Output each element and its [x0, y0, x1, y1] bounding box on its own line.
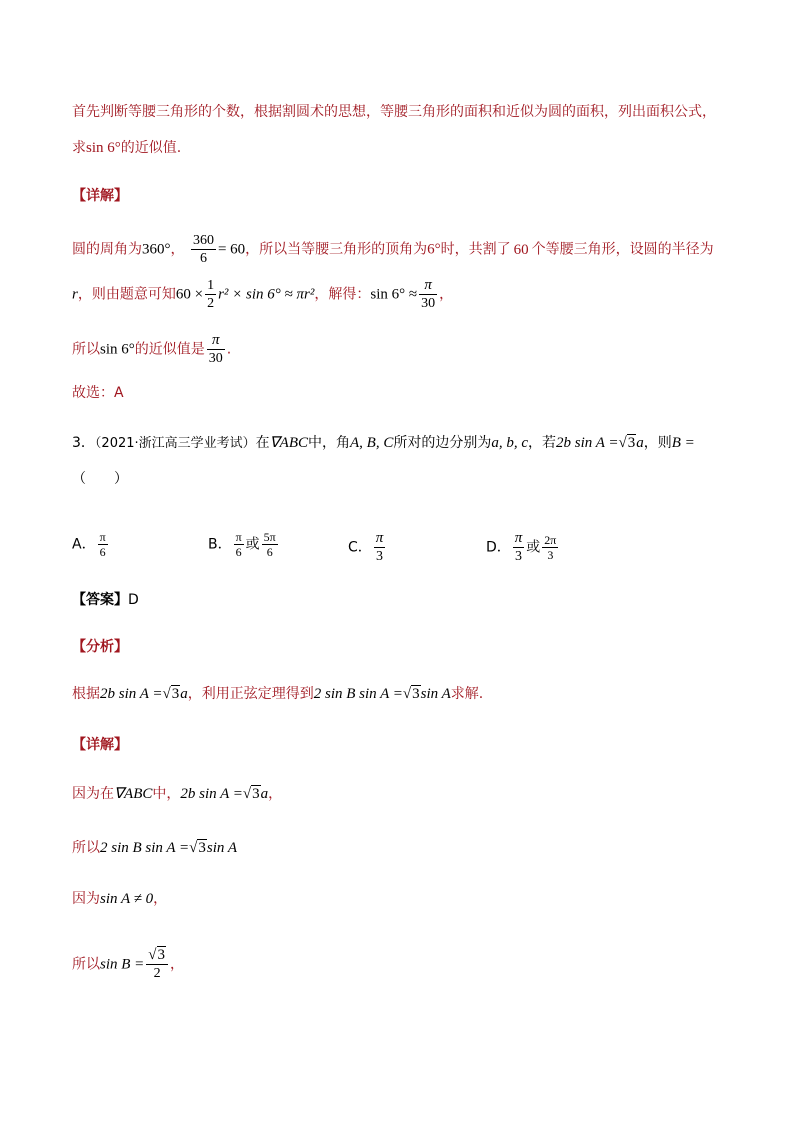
angles: A, B, C — [350, 435, 394, 451]
detail2-l2-mb: sin A — [206, 840, 238, 856]
condition-a: a — [636, 435, 644, 451]
analysis2-m1b: a — [180, 686, 188, 702]
option-d-fraction-2: $\frac{2\pi}{3}$ — [544, 533, 557, 562]
detail1-l3-a: 所以 — [72, 341, 100, 358]
option-d-fraction-1: $\frac{\pi}{3}$ — [514, 530, 523, 564]
detail2-triangle: ∇ABC — [114, 786, 153, 802]
option-d-label: D． — [486, 539, 511, 556]
analysis-heading: 【分析】 — [72, 639, 128, 655]
analysis-text-2a: 求 — [72, 140, 86, 156]
question-source: （2021·浙江高三学业考试） — [94, 436, 256, 451]
analysis2-b: ，利用正弦定理得到 — [187, 686, 314, 702]
detail1-degree: 360° — [142, 241, 171, 258]
detail2-l4-end: ， — [170, 956, 185, 973]
option-c-label: C． — [348, 539, 372, 556]
detail1-count: 60 — [513, 241, 529, 258]
q-text-b: 中，角 — [308, 435, 351, 451]
detail1-angle: 6° — [427, 241, 441, 258]
detail1-l2-text-b: ，解得： — [314, 286, 371, 303]
q-text-e: ，则 — [643, 435, 672, 451]
detail1-line-1: 圆的周角为360°， $\frac{360}{6}$ = 60，所以当等腰三角形的顶角为6°时，共割了 60 个等腰三角形，设圆的半径为 — [72, 233, 714, 266]
detail2-l4-a: 所以 — [72, 956, 100, 973]
expr-area: r² × sin 6° ≈ πr² — [218, 286, 315, 303]
detail2-line-2 — [72, 838, 237, 858]
option-b-fraction-1: $\frac{\pi}{6}$ — [235, 530, 242, 559]
detail2-l1-mb: a — [260, 786, 269, 802]
detail1-text-c: 时，共割了 — [440, 241, 511, 258]
analysis2-sqrt1: √3 — [162, 686, 180, 702]
detail2-l3-a: 因为 — [72, 891, 100, 907]
option-b[interactable] — [208, 530, 280, 559]
fraction-360-6: $\frac{360}{6}$ — [192, 233, 214, 266]
answer-line-1 — [72, 383, 124, 403]
question-3-line-1 — [72, 433, 695, 454]
analysis2-sqrt2: √3 — [402, 686, 420, 702]
option-a-label: A． — [72, 536, 96, 553]
analysis2-m2b: sin A — [420, 686, 451, 702]
detail1-text-d: 个等腰三角形，设圆的半径为 — [531, 241, 714, 258]
target-B: B = — [671, 435, 695, 451]
option-b-fraction-2: $\frac{5\pi}{6}$ — [263, 530, 276, 559]
sqrt-3: √3 — [618, 435, 636, 451]
fraction-pi-30: $\frac{\pi}{30}$ — [421, 277, 436, 311]
detail1-text-b: ，所以当等腰三角形的顶角为 — [245, 241, 428, 258]
radius-var: r — [72, 286, 78, 303]
detail1-l2-text-a: ，则由题意可知 — [77, 286, 176, 303]
expr-60: 60 × — [175, 286, 204, 303]
q-text-d: ，若 — [528, 435, 557, 451]
answer-label: 故选： — [72, 385, 114, 401]
analysis2-m1: 2b sin A = — [100, 686, 163, 702]
detail2-l3-end: ， — [153, 891, 168, 907]
option-a[interactable] — [72, 530, 110, 559]
analysis-line-2 — [72, 138, 181, 158]
detail2-sqrt2: √3 — [189, 840, 206, 856]
triangle-symbol: ∇ABC — [269, 435, 309, 451]
analysis-text-1: 首先判断等腰三角形的个数，根据割圆术的思想，等腰三角形的面积和近似为圆的面积，列出面积公式， — [72, 104, 716, 120]
detail1-l3-math: sin 6° — [100, 341, 135, 358]
detail-heading-2: 【详解】 — [72, 737, 128, 753]
question-number: 3． — [72, 435, 95, 451]
answer-line-2 — [72, 590, 139, 610]
analysis2-c: 求解. — [450, 686, 484, 702]
analysis-math: sin 6° — [86, 140, 121, 156]
analysis2-a: 根据 — [72, 686, 100, 702]
detail1-line-3 — [72, 332, 231, 367]
detail2-l2-a: 所以 — [72, 840, 100, 856]
fraction-sqrt3-2: $\frac{√3}{2}$ — [146, 947, 168, 982]
detail1-l3-end: . — [226, 341, 232, 358]
analysis-line-1 — [72, 102, 716, 122]
option-d[interactable] — [486, 530, 560, 565]
detail1-text: 圆的周角为 — [72, 241, 142, 258]
detail-heading-1: 【详解】 — [72, 188, 128, 204]
analysis2-line — [72, 684, 483, 704]
detail2-line-3 — [72, 889, 167, 909]
answer-value-2: D — [128, 592, 139, 608]
detail2-l1-a: 因为在 — [72, 786, 114, 802]
detail2-l1-m: 2b sin A = — [180, 786, 243, 802]
analysis-text-2b: 的近似值. — [120, 140, 182, 156]
answer-value: A — [114, 385, 124, 401]
detail1-l3-b: 的近似值是 — [134, 341, 205, 358]
expr-sin6: sin 6° ≈ — [370, 286, 418, 303]
option-b-or: 或 — [245, 536, 260, 553]
q-text-c: 所对的边分别为 — [393, 435, 492, 451]
detail2-l2-m: 2 sin B sin A = — [100, 840, 190, 856]
question-3-line-2: （ ） — [72, 471, 128, 487]
detail2-l1-b: 中， — [152, 786, 181, 802]
q-text-a: 在 — [255, 435, 270, 451]
option-c[interactable] — [348, 530, 387, 565]
detail2-line-4 — [72, 947, 184, 982]
detail2-line-1 — [72, 784, 282, 804]
detail2-sqrt1: √3 — [242, 786, 260, 802]
option-b-label: B． — [208, 536, 232, 553]
option-d-or: 或 — [526, 539, 541, 556]
fraction-pi-30-b: $\frac{\pi}{30}$ — [208, 332, 223, 366]
detail2-l4-m: sin B = — [100, 956, 145, 973]
detail2-l1-end: ， — [268, 786, 283, 802]
fraction-half: $\frac{1}{2}$ — [207, 278, 215, 311]
detail1-l2-end: ， — [439, 286, 454, 303]
analysis2-m2: 2 sin B sin A = — [313, 686, 403, 702]
answer-heading: 【答案】 — [72, 592, 128, 608]
option-c-fraction: $\frac{\pi}{3}$ — [375, 530, 384, 564]
condition: 2b sin A = — [556, 435, 619, 451]
detail1-eq: = 60 — [217, 241, 246, 258]
detail1-line-2 — [72, 277, 453, 312]
option-a-fraction: $\frac{\pi}{6}$ — [99, 530, 106, 559]
sides: a, b, c — [491, 435, 529, 451]
detail2-l3-m: sin A ≠ 0 — [100, 891, 154, 907]
